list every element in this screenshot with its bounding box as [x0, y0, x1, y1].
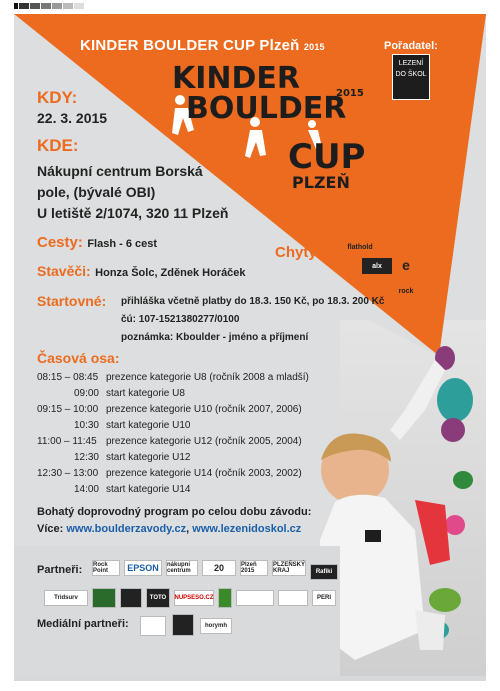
partner-logo-7: Rafiki: [310, 564, 338, 580]
partner-logo-2: EPSON: [124, 560, 162, 576]
logo-line-boulder: BOULDER: [186, 91, 347, 126]
holds-sponsor-3: e: [402, 257, 410, 273]
media-logo-3: horymh: [200, 618, 232, 634]
routes-row: [37, 234, 157, 252]
partner-logo-6: PLZEŇSKÝ KRAJ: [273, 562, 306, 574]
entry-label: Startovné:: [37, 293, 107, 309]
print-frame-top: [0, 0, 500, 14]
entry-line-3: poznámka: Kboulder - jméno a příjmení: [121, 332, 309, 343]
schedule-label: Časová osa:: [37, 350, 120, 366]
where-line-2: pole, (bývalé OBI): [37, 184, 156, 200]
schedule-time-7: 12:30 – 13:00: [37, 468, 99, 479]
partner-logo-4: 20: [202, 560, 236, 576]
schedule-time-8: 14:00: [73, 484, 99, 495]
partner-logo-12: NUPSESO.CZ: [174, 590, 214, 606]
link-boulderzavody[interactable]: www.boulderzavody.cz: [66, 523, 187, 535]
page-title: KINDER BOULDER CUP Plzeň 2015: [80, 37, 325, 54]
print-frame-bottom: [0, 681, 500, 691]
where-line-3: U letiště 2/1074, 320 11 Plzeň: [37, 205, 229, 221]
logo-line-cup: CUP: [288, 137, 366, 177]
partner-logo-1: Rock Point: [92, 560, 120, 576]
more-label: Více:: [37, 523, 64, 535]
when-value: 22. 3. 2015: [37, 110, 108, 126]
schedule-text-7: prezence kategorie U14 (ročník 2003, 2002): [106, 468, 302, 479]
partner-logo-14: [236, 590, 274, 606]
builders-value: Honza Šolc, Zděnek Horáček: [95, 267, 246, 279]
partner-logo-15: [278, 590, 308, 606]
partners-label: Partneři:: [37, 564, 83, 576]
print-frame-right: [486, 0, 500, 691]
schedule-text-5: prezence kategorie U12 (ročník 2005, 2004): [106, 436, 302, 447]
routes-label: Cesty:: [37, 234, 83, 251]
logo-year: 2015: [336, 88, 364, 99]
partner-logo-10: [120, 588, 142, 608]
media-logo-2: [172, 614, 194, 636]
link-separator: ,: [186, 523, 190, 535]
print-frame-left: [0, 0, 14, 691]
schedule-time-4: 10:30: [73, 420, 99, 431]
holds-sponsor-4: rock: [398, 287, 414, 295]
schedule-time-2: 09:00: [73, 388, 99, 399]
schedule-text-6: start kategorie U12: [106, 452, 191, 463]
where-line-1: Nákupní centrum Borská: [37, 163, 203, 179]
partner-logo-16: PERI: [312, 590, 336, 606]
when-label: KDY:: [37, 88, 78, 107]
partner-logo-5: Plzeň 2015: [240, 560, 268, 576]
schedule-text-8: start kategorie U14: [106, 484, 191, 495]
program-text: Bohatý doprovodný program po celou dobu závodu:: [37, 506, 312, 518]
schedule-text-3: prezence kategorie U10 (ročník 2007, 2006): [106, 404, 302, 415]
routes-value: Flash - 6 cest: [87, 238, 158, 250]
partner-logo-8: Tridsurv: [44, 590, 88, 606]
holds-sponsor-1: flathold: [347, 243, 373, 251]
schedule-time-5: 11:00 – 11:45: [37, 436, 97, 447]
where-label: KDE:: [37, 136, 79, 155]
print-color-bar: [8, 3, 84, 9]
schedule-text-4: start kategorie U10: [106, 420, 191, 431]
logo-line-kinder: KINDER: [172, 61, 301, 96]
schedule-text-1: prezence kategorie U8 (ročník 2008 a mladší): [106, 372, 309, 383]
partner-logo-11: TOTO: [146, 588, 170, 608]
builders-label: Stavěči:: [37, 263, 91, 279]
more-info-row: [37, 523, 301, 535]
organizer-logo: LEZENÍ DO ŠKOL: [392, 54, 430, 100]
partner-logo-9: [92, 588, 116, 608]
schedule-time-1: 08:15 – 08:45: [37, 372, 99, 383]
media-partners-label: Mediální partneři:: [37, 618, 129, 630]
holds-label: Chyty:: [275, 244, 322, 261]
organizer-label: Pořadatel:: [384, 40, 438, 52]
logo-line-plzen: PLZEŇ: [292, 173, 350, 192]
schedule-time-3: 09:15 – 10:00: [37, 404, 99, 415]
entry-line-2: čú: 107-1521380277/0100: [121, 314, 240, 325]
holds-sponsor-2: alx: [362, 258, 392, 274]
builders-row: [37, 263, 246, 281]
schedule-text-2: start kategorie U8: [106, 388, 185, 399]
event-logo: [150, 60, 390, 210]
partner-logo-3: nákupní centrum: [166, 560, 198, 576]
link-lezenidoskol[interactable]: www.lezenidoskol.cz: [192, 523, 302, 535]
media-logo-1: [140, 616, 166, 636]
entry-line-1: přihláška včetně platby do 18.3. 150 Kč, po 18.3. 200 Kč: [121, 296, 385, 307]
schedule-time-6: 12:30: [73, 452, 99, 463]
partner-logo-13: [218, 588, 232, 608]
